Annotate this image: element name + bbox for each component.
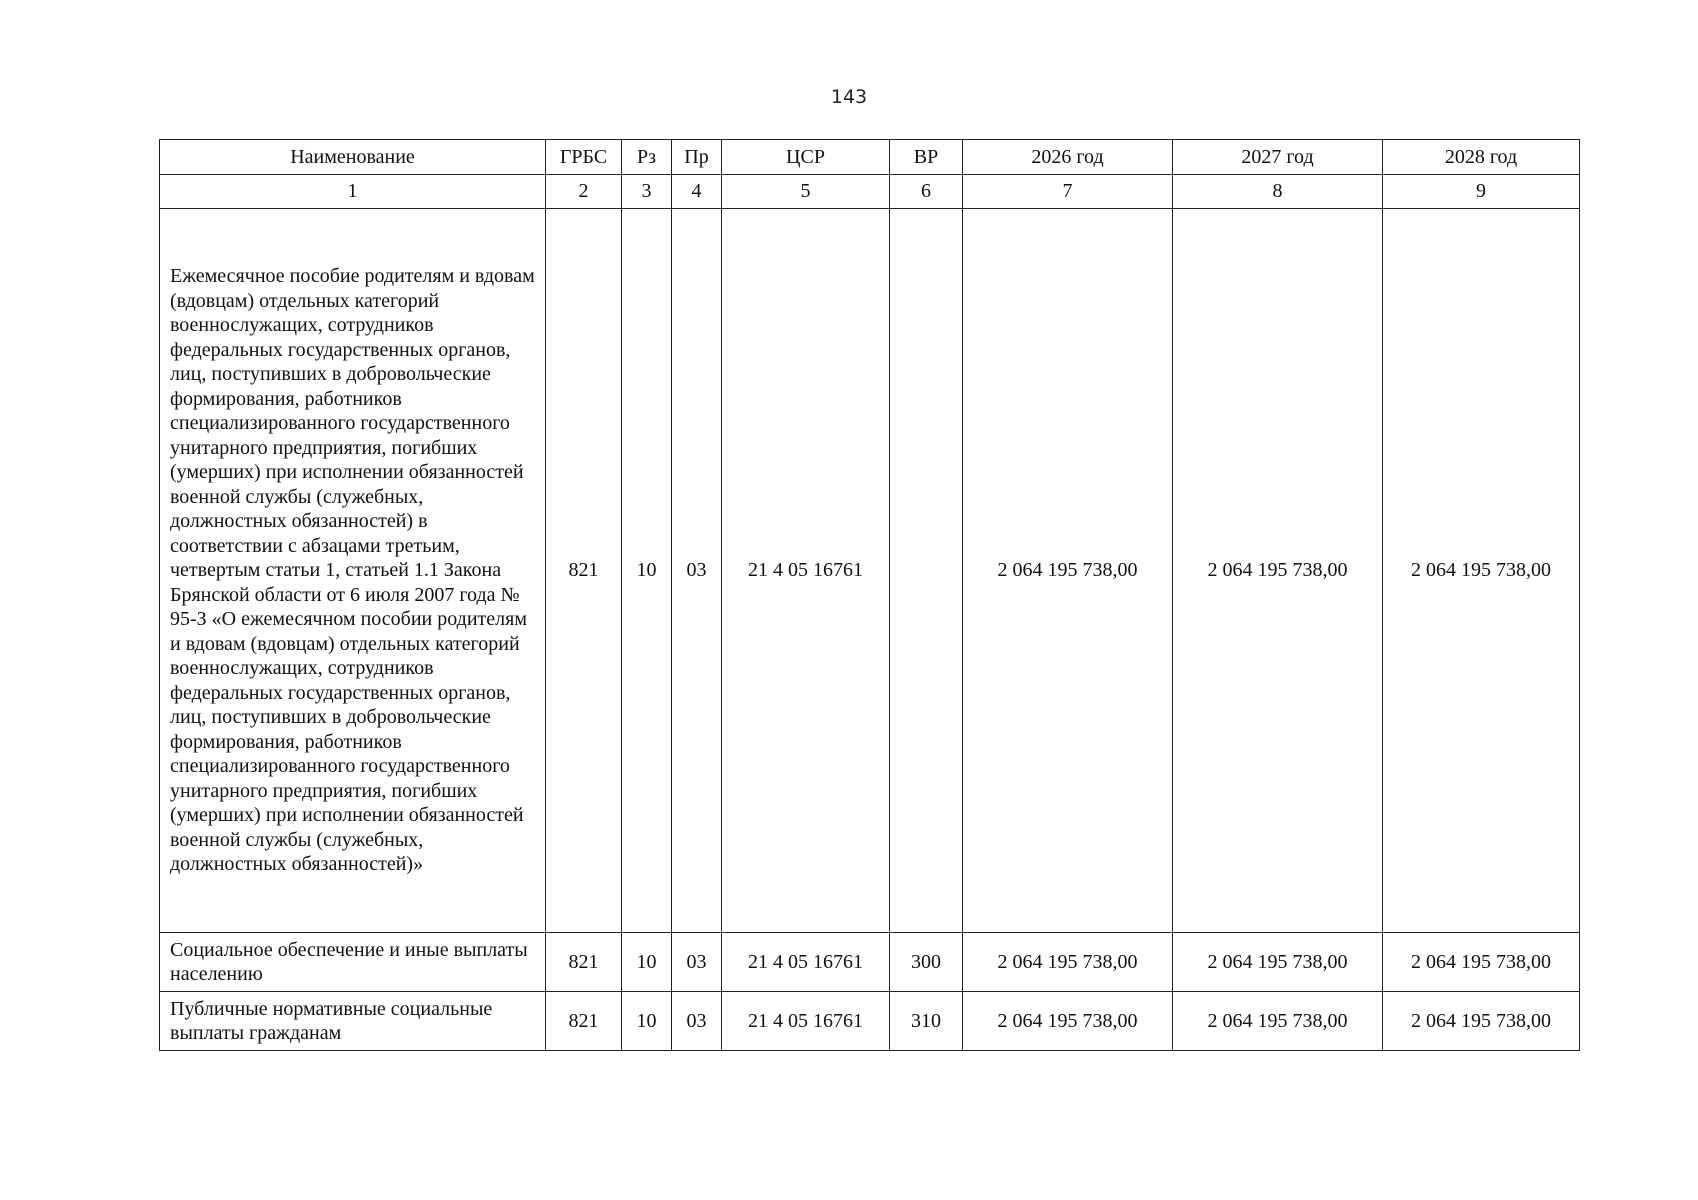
row-2026: 2 064 195 738,00 (963, 992, 1173, 1051)
row-2027: 2 064 195 738,00 (1173, 992, 1383, 1051)
row-vr: 300 (890, 933, 963, 992)
column-number: 9 (1383, 175, 1580, 209)
row-name: Социальное обеспечение и иные выплаты населению (160, 933, 546, 992)
header-2028: 2028 год (1383, 140, 1580, 175)
header-2027: 2027 год (1173, 140, 1383, 175)
row-grbs: 821 (546, 992, 622, 1051)
header-grbs: ГРБС (546, 140, 622, 175)
row-pr: 03 (672, 933, 722, 992)
column-number: 2 (546, 175, 622, 209)
row-grbs: 821 (546, 933, 622, 992)
column-number: 4 (672, 175, 722, 209)
header-csr: ЦСР (722, 140, 890, 175)
header-vr: ВР (890, 140, 963, 175)
row-rz: 10 (622, 992, 672, 1051)
row-rz: 10 (622, 209, 672, 933)
table-row (160, 209, 1580, 933)
row-2028: 2 064 195 738,00 (1383, 209, 1580, 933)
column-number: 5 (722, 175, 890, 209)
row-grbs: 821 (546, 209, 622, 933)
header-name: Наименование (160, 140, 546, 175)
row-2026: 2 064 195 738,00 (963, 933, 1173, 992)
row-name: Публичные нормативные социальные выплаты гражданам (160, 992, 546, 1051)
row-pr: 03 (672, 992, 722, 1051)
row-2028: 2 064 195 738,00 (1383, 992, 1580, 1051)
row-vr: 310 (890, 992, 963, 1051)
row-pr: 03 (672, 209, 722, 933)
header-2026: 2026 год (963, 140, 1173, 175)
column-number: 1 (160, 175, 546, 209)
column-number: 6 (890, 175, 963, 209)
row-rz: 10 (622, 933, 672, 992)
row-csr: 21 4 05 16761 (722, 209, 890, 933)
column-number-row (160, 175, 1580, 209)
table-row (160, 933, 1580, 992)
row-name: Ежемесячное пособие родителям и вдовам (вдовцам) отдельных категорий военнослужащих, сотрудников федеральных государственных органов, лиц, поступивших в добровольческие формирования, работников специализированного государственного унитарного предприятия, погибших (умерших) при исполнении обязанностей военной службы (служебных, должностных обязанностей) в соответствии с абзацами третьим, четвертым статьи 1, статьей 1.1 Закона Брянской области от 6 июля 2007 года № 95-З «О ежемесячном пособии родителям и вдовам (вдовцам) отдельных категорий военнослужащих, сотрудников федеральных государственных органов, лиц, поступивших в добровольческие формирования, работников специализированного государственного унитарного предприятия, погибших (умерших) при исполнении обязанностей военной службы (служебных, должностных обязанностей)» (160, 209, 546, 933)
page-number: 143 (830, 86, 868, 108)
budget-table (159, 139, 1580, 1051)
row-2027: 2 064 195 738,00 (1173, 209, 1383, 933)
row-2026: 2 064 195 738,00 (963, 209, 1173, 933)
row-vr (890, 209, 963, 933)
column-number: 7 (963, 175, 1173, 209)
column-number: 3 (622, 175, 672, 209)
header-pr: Пр (672, 140, 722, 175)
row-csr: 21 4 05 16761 (722, 933, 890, 992)
row-2028: 2 064 195 738,00 (1383, 933, 1580, 992)
header-rz: Рз (622, 140, 672, 175)
row-csr: 21 4 05 16761 (722, 992, 890, 1051)
column-number: 8 (1173, 175, 1383, 209)
table-row (160, 992, 1580, 1051)
header-row (160, 140, 1580, 175)
row-2027: 2 064 195 738,00 (1173, 933, 1383, 992)
